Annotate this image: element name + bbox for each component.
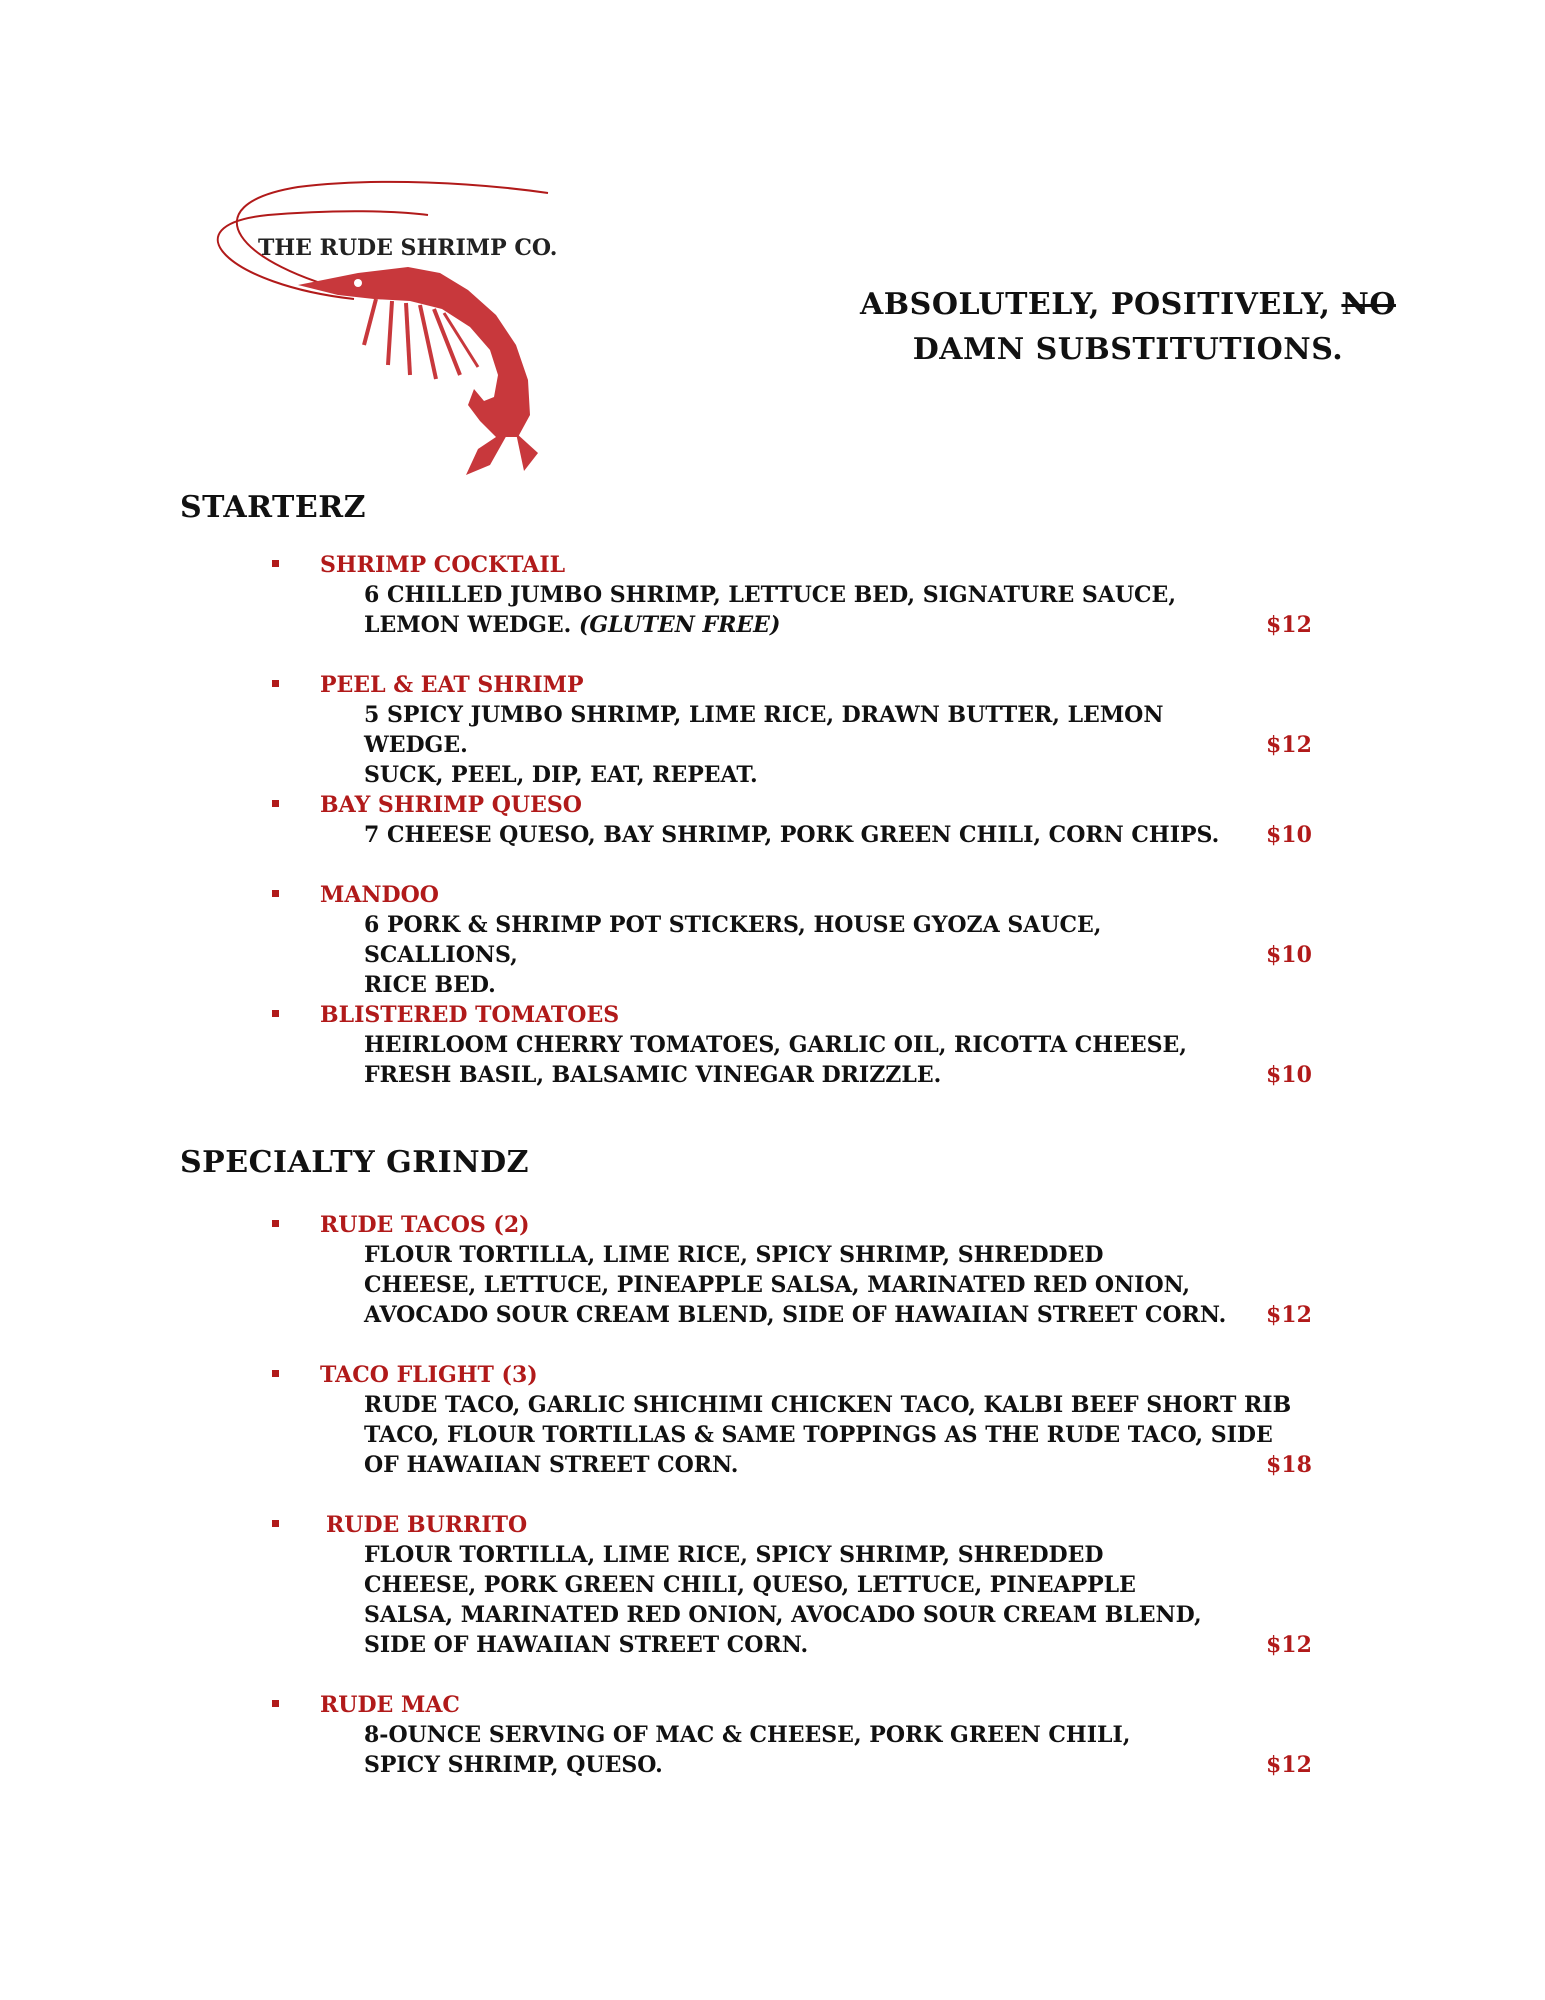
item-description: 5 SPICY JUMBO SHRIMP, LIME RICE, DRAWN BUTTER, LEMON WEDGE. SUCK, PEEL, DIP, EAT, REPEAT. (364, 702, 1164, 788)
item-name: TACO FLIGHT (3) (320, 1362, 538, 1388)
item-price: $10 (1266, 942, 1312, 968)
item-description: 6 CHILLED JUMBO SHRIMP, LETTUCE BED, SIGNATURE SAUCE, LEMON WEDGE. (GLUTEN FREE) (364, 582, 1176, 638)
item-name: RUDE TACOS (2) (320, 1212, 530, 1238)
item-description: FLOUR TORTILLA, LIME RICE, SPICY SHRIMP, SHREDDED CHEESE, PORK GREEN CHILI, QUESO, LETTUCE, PINEAPPLE SALSA, MARINATED RED ONION, AVOCADO SOUR CREAM BLEND, SIDE OF HAWAIIAN STREET CORN. (364, 1542, 1202, 1658)
item-description: 6 PORK & SHRIMP POT STICKERS, HOUSE GYOZA SAUCE, SCALLIONS, RICE BED. (364, 912, 1102, 998)
section-title-specialty-grindz: SPECIALTY GRINDZ (180, 1145, 530, 1180)
section-title-starterz: STARTERZ (180, 490, 367, 525)
bullet-icon (272, 1700, 279, 1707)
item-description: 7 CHEESE QUESO, BAY SHRIMP, PORK GREEN CHILI, CORN CHIPS. (364, 822, 1220, 848)
bullet-icon (272, 890, 279, 897)
tagline-strike: NO (1341, 287, 1396, 322)
bullet-icon (272, 1220, 279, 1227)
item-price: $12 (1266, 732, 1312, 758)
item-price: $12 (1266, 1752, 1312, 1778)
tagline-line2: DAMN SUBSTITUTIONS. (912, 332, 1344, 367)
item-price: $12 (1266, 612, 1312, 638)
bullet-icon (272, 1520, 279, 1527)
bullet-icon (272, 560, 279, 567)
tagline (858, 282, 1398, 372)
item-price: $12 (1266, 1632, 1312, 1658)
item-description: FLOUR TORTILLA, LIME RICE, SPICY SHRIMP, SHREDDED CHEESE, LETTUCE, PINEAPPLE SALSA, MARINATED RED ONION, AVOCADO SOUR CREAM BLEND, SIDE OF HAWAIIAN STREET CORN. (364, 1242, 1227, 1328)
gluten-free-note: (GLUTEN FREE) (578, 612, 781, 638)
item-description: HEIRLOOM CHERRY TOMATOES, GARLIC OIL, RICOTTA CHEESE, FRESH BASIL, BALSAMIC VINEGAR DRIZZLE. (364, 1032, 1187, 1088)
item-name: RUDE BURRITO (326, 1512, 528, 1538)
item-name: PEEL & EAT SHRIMP (320, 672, 584, 698)
tagline-line1: ABSOLUTELY, POSITIVELY, (860, 287, 1342, 322)
logo-text: THE RUDE SHRIMP CO. (258, 235, 558, 261)
shrimp-logo (178, 175, 598, 495)
item-price: $10 (1266, 822, 1312, 848)
item-name: MANDOO (320, 882, 439, 908)
item-price: $18 (1266, 1452, 1312, 1478)
item-description: 8-OUNCE SERVING OF MAC & CHEESE, PORK GREEN CHILI, SPICY SHRIMP, QUESO. (364, 1722, 1131, 1778)
item-description: RUDE TACO, GARLIC SHICHIMI CHICKEN TACO, KALBI BEEF SHORT RIB TACO, FLOUR TORTILLAS & SAME TOPPINGS AS THE RUDE TACO, SIDE OF HAWAIIAN STREET CORN. (364, 1392, 1292, 1478)
bullet-icon (272, 800, 279, 807)
item-name: SHRIMP COCKTAIL (320, 552, 566, 578)
item-price: $10 (1266, 1062, 1312, 1088)
item-name: BLISTERED TOMATOES (320, 1002, 620, 1028)
item-price: $12 (1266, 1302, 1312, 1328)
item-name: RUDE MAC (320, 1692, 460, 1718)
item-name: BAY SHRIMP QUESO (320, 792, 582, 818)
bullet-icon (272, 680, 279, 687)
bullet-icon (272, 1370, 279, 1377)
bullet-icon (272, 1010, 279, 1017)
